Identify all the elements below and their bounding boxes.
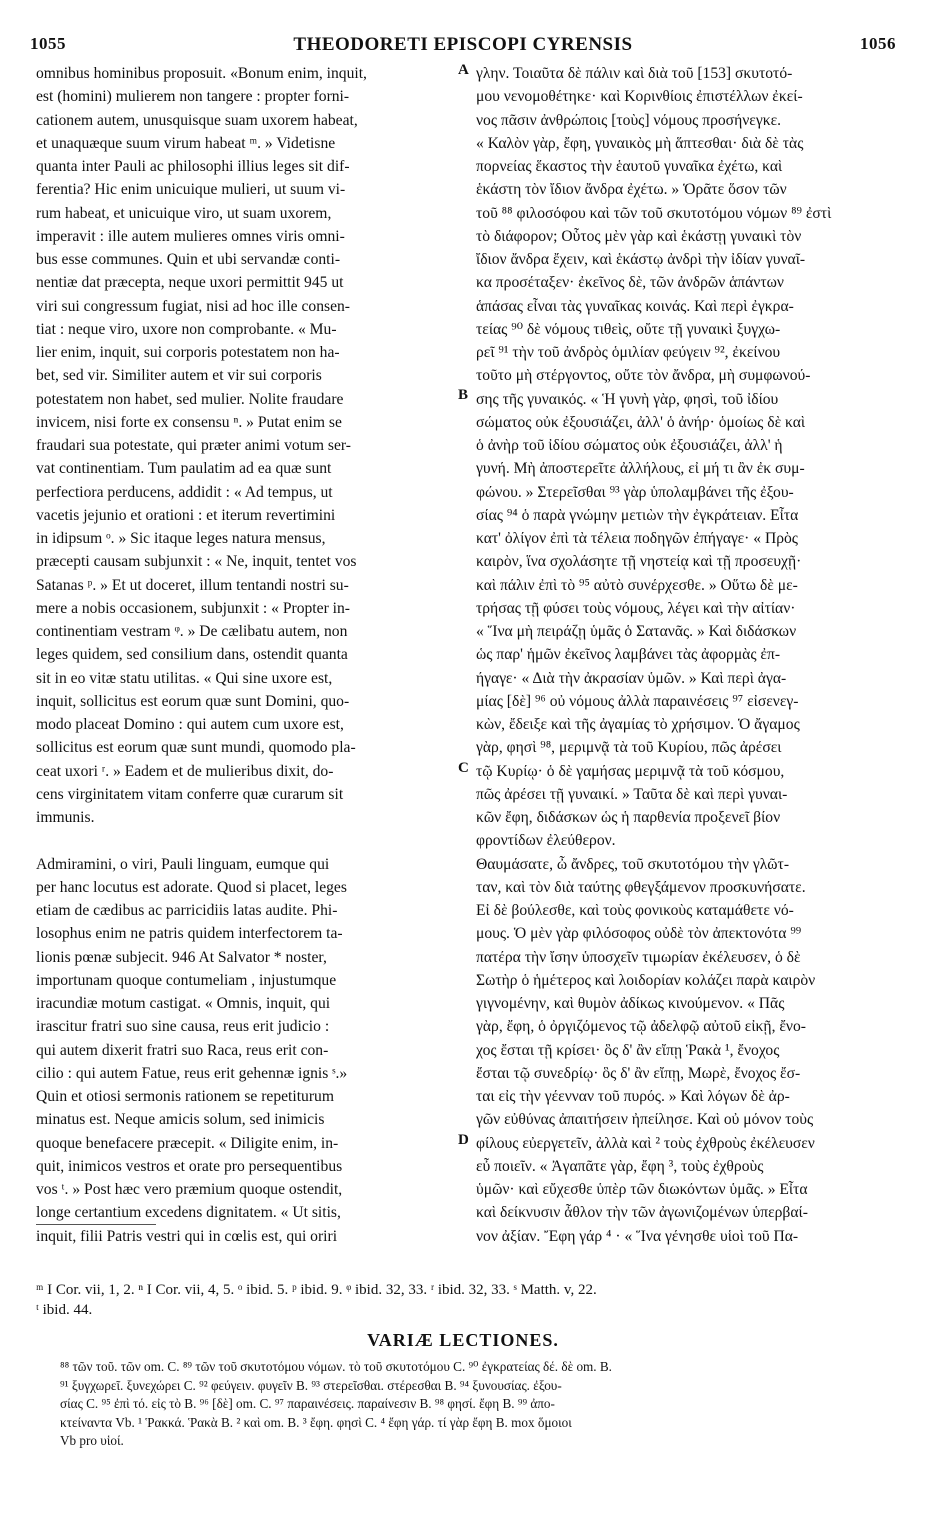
- latin-line: Quin et otiosi sermonis rationem se repetiturum: [36, 1088, 334, 1105]
- latin-line: continentiam vestram ᵠ. » De cælibatu autem, non: [36, 623, 348, 640]
- greek-line: πῶς ἀρέσει τῇ γυναικί. » Ταῦτα δὲ καὶ περὶ γυναι-: [476, 785, 788, 803]
- footnote-line: ᵗ ibid. 44.: [36, 1302, 93, 1318]
- greek-line: γὰρ, φησὶ ⁹⁸, μεριμνᾷ τὰ τοῦ Κυρίου, πῶς ἀρέσει: [476, 739, 782, 757]
- latin-line: fraudari sua potestate, qui præter animi votum ser-: [36, 437, 351, 454]
- greek-line: φροντίδων ἐλεύθερον.: [476, 832, 616, 850]
- greek-line: πορνείας ἕκαστος τὴν ἑαυτοῦ γυναῖκα ἐχέτω, καὶ: [476, 158, 783, 175]
- latin-line: est (homini) mulierem non tangere : propter forni-: [36, 88, 350, 106]
- latin-line: cationem autem, unusquisque suam uxorem habeat,: [36, 111, 358, 129]
- latin-line: invicem, nisi forte ex consensu ⁿ. » Putat enim se: [36, 413, 342, 431]
- latin-line: cilio : qui autem Fatue, reus erit gehennæ ignis ˢ.»: [36, 1064, 348, 1082]
- latin-line: nentiæ dat præcepta, neque uxori permittit 945 ut: [36, 274, 344, 292]
- footnote-line: ᵐ I Cor. vii, 1, 2. ⁿ I Cor. vii, 4, 5. ᵒ ibid. 5. ᵖ ibid. 9. ᵠ ibid. 32, 33. ʳ ibid. 32, 33. ˢ Matth. v, 22.: [36, 1282, 597, 1298]
- latin-line: Satanas ᵖ. » Et ut doceret, illum tentandi nostri su-: [36, 576, 349, 594]
- greek-line: ἑκάστη τὸν ἴδιον ἄνδρα ἐχέτω. » Ὁρᾶτε ὅσον τῶν: [476, 181, 787, 199]
- greek-line: μίας [δὲ] ⁹⁶ οὐ νόμους ἀλλὰ παραινέσεις ⁹⁷ εἰσενεγ-: [476, 692, 799, 710]
- greek-line: κὼν, ἔδειξε καὶ τῆς ἀγαμίας τὸ χρήσιμον. Ὁ ἄγαμος: [476, 716, 800, 733]
- greek-line: γλην. Τοιαῦτα δὲ πάλιν καὶ διὰ τοῦ [153] σκυτοτό-: [476, 65, 793, 82]
- footnotes: [36, 1280, 896, 1320]
- greek-line: ήγαγε· « Διὰ τὴν ἀκρασίαν ὑμῶν. » Καὶ περὶ ἀγα-: [476, 669, 787, 687]
- latin-line: tiat : neque viro, uxore non comprobante. « Mu-: [36, 320, 337, 338]
- greek-line: ται εἰς τὴν γέενναν τοῦ πυρός. » Καὶ λόγων δὲ ἀρ-: [476, 1088, 790, 1105]
- running-title: THEODORETI EPISCOPI CYRENSIS: [293, 34, 633, 55]
- latin-line: vos ᵗ. » Post hæc vero præmium quoque ostendit,: [36, 1181, 343, 1198]
- greek-line: φίλους εὐεργετεῖν, ἀλλὰ καὶ ² τοὺς ἐχθροὺς ἐκέλευσεν: [476, 1134, 815, 1152]
- latin-line: quit, inimicos vestros et orate pro persequentibus: [36, 1157, 343, 1175]
- latin-line: etiam de cædibus ac parricidiis latas audite. Phi-: [36, 902, 338, 919]
- greek-line: ἴδιον ἄνδρα ἔχειν, καὶ ἑκάστῳ ἀνδρὶ τὴν ἰδίαν γυναῖ-: [476, 251, 806, 268]
- latin-line: vat continentiam. Tum paulatim ad ea quæ sunt: [36, 460, 332, 478]
- greek-line: τὸ διάφορον; Οὗτος μὲν γὰρ καὶ ἑκάστῃ γυναικὶ τὸν: [476, 227, 802, 245]
- latin-line: mere a nobis occasionem, subjunxit : « Propter in-: [36, 599, 350, 617]
- latin-line: bet, sed vir. Similiter autem et vir sui corporis: [36, 367, 322, 385]
- latin-line: losophus enim ne patris quidem interfectorem ta-: [36, 925, 343, 943]
- greek-line: τρήσας τῇ φύσει τοὺς νόμους, λέγει καὶ τὴν αἰτίαν·: [476, 599, 796, 617]
- greek-line: εὖ ποιεῖν. « Ἀγαπᾶτε γὰρ, ἔφη ³, τοὺς ἐχθροὺς: [476, 1157, 764, 1175]
- greek-line: ἁπάσας εἶναι τὰς γυναῖκας κοινάς. Καὶ περὶ ἐγκρα-: [476, 297, 794, 315]
- running-header: [30, 34, 896, 60]
- latin-line: qui autem dixerit fratri suo Raca, reus erit con-: [36, 1041, 329, 1059]
- greek-line: ὁ ἀνὴρ τοῦ ἰδίου σώματος οὐκ ἐξουσιάζει, ἀλλ' ἡ: [476, 437, 783, 454]
- page-number-left: 1055: [30, 34, 66, 53]
- greek-line: ὡς παρ' ἡμῶν ἐκεῖνος λαμβάνει τὰς ἀφορμὰς ἐπ-: [476, 646, 781, 664]
- latin-line: bus esse communes. Quin et ubi servandæ conti-: [36, 251, 341, 268]
- greek-line: φώνου. » Στερεῖσθαι ⁹³ γὰρ ὑπολαμβάνει τῆς ἐξου-: [476, 483, 794, 501]
- greek-line: νος πᾶσιν ἀνθρώποις [τοὺς] νόμους προσήνεγκε.: [476, 111, 782, 129]
- latin-column: [36, 62, 454, 1248]
- greek-line: νον ἀξίαν. Ἔφη γάρ ⁴ · « Ἵνα γένησθε υἱοὶ τοῦ Πα-: [476, 1227, 799, 1245]
- greek-line: γῶν εὐθύνας ἀπαιτήσειν ἠπείλησε. Καὶ οὐ μόνον τοὺς: [476, 1111, 814, 1129]
- greek-line: κῶν ἔφη, διδάσκων ὡς ἡ παρθενία προξενεῖ βίον: [476, 809, 781, 826]
- latin-line: inquit, sollicitus est eorum quæ sunt Domini, quo-: [36, 692, 350, 710]
- greek-line: ὑμῶν· καὶ εὔχεσθε ὑπὲρ τῶν διωκόντων ὑμᾶς. » Εἶτα: [476, 1181, 808, 1198]
- greek-line: « Ἵνα μὴ πειράζῃ ὑμᾶς ὁ Σατανᾶς. » Καὶ διδάσκων: [476, 623, 797, 640]
- variae-heading: VARIÆ LECTIONES.: [367, 1330, 559, 1350]
- greek-line: σης τῆς γυναικός. « Ἡ γυνὴ γὰρ, φησὶ, τοῦ ἰδίου: [476, 390, 779, 408]
- latin-line: leges quidem, sed consilium dans, ostendit quanta: [36, 646, 348, 664]
- variae-line: ⁹¹ ξυγχωρεῖ. ξυνεχώρει C. ⁹² φεύγειν. φυγεῖν B. ⁹³ στερεῖσθαι. στέρεσθαι B. ⁹⁴ ξυνουσίας. ἐξου-: [60, 1377, 562, 1393]
- footnote-rule: [36, 1224, 156, 1225]
- greek-line: σίας ⁹⁴ ὁ παρὰ γνώμην μετιὼν τὴν ἐγκράτειαν. Εἶτα: [476, 506, 799, 524]
- greek-line: καιρὸν, ἵνα σχολάσητε τῇ νηστείᾳ καὶ τῇ προσευχῇ·: [476, 553, 802, 571]
- greek-line: « Καλὸν γὰρ, ἔφη, γυναικὸς μὴ ἅπτεσθαι· διὰ δὲ τὰς: [476, 134, 804, 152]
- latin-line: immunis.: [36, 809, 95, 826]
- latin-line: ferentia? Hic enim unicuique mulieri, ut suum vi-: [36, 181, 346, 199]
- greek-line: ἔσται τῷ συνεδρίῳ· ὃς δ' ἂν εἴπῃ, Μωρὲ, ἔνοχος ἔσ-: [476, 1064, 801, 1082]
- margin-mark-a: A: [458, 62, 469, 78]
- variae-lectiones: [60, 1358, 890, 1451]
- greek-line: μου νενομοθέτηκε· καὶ Κορινθίοις ἐπιστέλλων ἐκεί-: [476, 88, 803, 106]
- latin-line: lionis pœnæ subjecit. 946 At Salvator * noster,: [36, 948, 327, 966]
- greek-line: γιγνομένην, καὶ θυμὸν ἀδίκως κινούμενον. « Πᾶς: [476, 995, 785, 1012]
- greek-line: καὶ πάλιν ἐπὶ τὸ ⁹⁵ αὐτὸ συνέρχεσθε. » Οὕτω δὲ με-: [476, 576, 798, 594]
- latin-line: et unaquæque suum virum habeat ᵐ. » Videtisne: [36, 134, 336, 152]
- latin-line: potestatem non habet, sed mulier. Nolite fraudare: [36, 390, 344, 408]
- margin-mark-b: B: [458, 387, 469, 403]
- latin-line: quanta inter Pauli ac philosophi illius leges sit dif-: [36, 158, 350, 175]
- latin-line: perfectiora perducens, addidit : « Ad tempus, ut: [36, 483, 333, 501]
- latin-line: importunam quoque contumeliam , injustumque: [36, 971, 337, 989]
- variae-line: ⁸⁸ τῶν τοῦ. τῶν om. C. ⁸⁹ τῶν τοῦ σκυτοτόμου νόμων. τὸ τοῦ σκυτοτόμου C. ⁹⁰ ἐγκρατείας δέ. δὲ om. B.: [60, 1359, 612, 1374]
- latin-line: sollicitus est eorum quæ sunt mundi, quomodo pla-: [36, 739, 356, 757]
- greek-line: χος ἔσται τῇ κρίσει· ὃς δ' ἂν εἴπῃ Ῥακὰ ¹, ἔνοχος: [476, 1041, 780, 1059]
- latin-line: per hanc locutus est adorate. Quod si placet, leges: [36, 878, 347, 896]
- greek-line: τοῦ ⁸⁸ φιλοσόφου καὶ τῶν τοῦ σκυτοτόμου νόμων ⁸⁹ ἐστὶ: [476, 204, 832, 222]
- greek-line: γυνή. Μὴ ἀποστερεῖτε ἀλλήλους, εἰ μή τι ἂν ἐκ συμ-: [476, 460, 805, 478]
- greek-column: [476, 62, 892, 1248]
- greek-line: τοῦτο μὴ στέργοντος, οὔτε τὸν ἄνδρα, μὴ συμφωνού-: [476, 367, 811, 385]
- latin-line: vacetis jejunio et orationi : et iterum revertimini: [36, 506, 336, 524]
- latin-line: [36, 829, 454, 852]
- greek-line: τείας ⁹⁰ δὲ νόμους τιθεὶς, οὔτε τῇ γυναικὶ ξυγχω-: [476, 320, 781, 338]
- margin-mark-c: C: [458, 760, 469, 776]
- greek-line: ταν, καὶ τὸν διὰ ταύτης φθεγξάμενον προσκυνήσατε.: [476, 878, 806, 896]
- variae-line: κτείναντα Vb. ¹ Ῥακκά. Ῥακὰ B. ² καὶ om. B. ³ ἔφη. φησὶ C. ⁴ ἔφη γάρ. τί γὰρ ἔφη B. mox ὅμοιοι: [60, 1414, 572, 1430]
- greek-line: γὰρ, ἔφη, ὁ ὀργιζόμενος τῷ ἀδελφῷ αὐτοῦ εἰκῇ, ἔνο-: [476, 1018, 806, 1036]
- latin-line: imperavit : ille autem mulieres omnes viris omni-: [36, 227, 345, 245]
- variae-line: σίας C. ⁹⁵ ἐπὶ τό. εἰς τὸ B. ⁹⁶ [δὲ] om. C. ⁹⁷ παραινέσεις. παραίνεσιν B. ⁹⁸ φησί. ἔφη B. ⁹⁹ ἀπο-: [60, 1396, 555, 1412]
- greek-line: πατέρα τὴν ἴσην ὑποσχεῖν τιμωρίαν ἐκέλευσεν, ὁ δὲ: [476, 948, 801, 966]
- margin-mark-d: D: [458, 1132, 469, 1148]
- latin-line: inquit, filii Patris vestri qui in cœlis est, qui oriri: [36, 1227, 338, 1245]
- greek-line: μους. Ὁ μὲν γὰρ φιλόσοφος οὐδὲ τὸν ἀπεκτονότα ⁹⁹: [476, 925, 802, 943]
- latin-line: iracundiæ motum castigat. « Omnis, inquit, qui: [36, 995, 331, 1012]
- latin-line: præcepti causam subjunxit : « Ne, inquit, tentet vos: [36, 553, 357, 571]
- greek-line: καὶ δείκνυσιν ἆθλον τὴν τῶν ἀγωνιζομένων ὑπερβαί-: [476, 1204, 808, 1222]
- greek-line: ρεῖ ⁹¹ τὴν τοῦ ἀνδρὸς ὁμιλίαν φεύγειν ⁹², ἐκείνου: [476, 344, 781, 361]
- latin-line: omnibus hominibus proposuit. «Bonum enim, inquit,: [36, 65, 367, 82]
- latin-line: quoque benefacere præcepit. « Diligite enim, in-: [36, 1134, 339, 1152]
- latin-line: viri sui congressum fugiat, nisi ad hoc ille consen-: [36, 297, 350, 315]
- latin-line: in idipsum ᵒ. » Sic itaque leges natura mensus,: [36, 530, 326, 547]
- variae-line: Vb pro υἱοί.: [60, 1433, 124, 1449]
- latin-line: irascitur fratri suo sine causa, reus erit judicio :: [36, 1018, 330, 1036]
- latin-line: longe certantium excedens dignitatem. « Ut sitis,: [36, 1204, 341, 1222]
- latin-line: minatus est. Neque amicis solum, sed inimicis: [36, 1111, 325, 1129]
- latin-line: ceat uxori ʳ. » Eadem et de mulieribus dixit, do-: [36, 762, 334, 780]
- greek-line: κα προσέταξεν· ἐκεῖνος δὲ, τῶν ἀνδρῶν ἁπάντων: [476, 274, 784, 292]
- greek-line: σώματος οὐκ ἐξουσιάζει, ἀλλ' ὁ ἀνήρ· ὁμοίως δὲ καὶ: [476, 413, 806, 431]
- latin-line: sit in eo vitæ statu utilitas. « Qui sine uxore est,: [36, 669, 333, 687]
- greek-line: τῷ Κυρίῳ· ὁ δὲ γαμήσας μεριμνᾷ τὰ τοῦ κόσμου,: [476, 762, 785, 780]
- greek-line: Εἰ δὲ βούλεσθε, καὶ τοὺς φονικοὺς καταμάθετε νό-: [476, 902, 794, 919]
- latin-line: rum habeat, et unicuique viro, ut suam uxorem,: [36, 204, 332, 222]
- greek-line: κατ' ὀλίγον ἐπὶ τὰ τέλεια ποδηγῶν ἐπήγαγε· « Πρὸς: [476, 530, 798, 547]
- latin-line: modo placeat Domino : qui autem cum uxore est,: [36, 716, 344, 733]
- page-number-right: 1056: [860, 34, 896, 53]
- greek-line: Σωτὴρ ὁ ἡμέτερος καὶ λοιδορίαν κολάζει παρὰ καιρὸν: [476, 971, 816, 989]
- latin-line: lier enim, inquit, sui corporis potestatem non ha-: [36, 344, 340, 361]
- greek-line: Θαυμάσατε, ὦ ἄνδρες, τοῦ σκυτοτόμου τὴν γλῶτ-: [476, 855, 790, 873]
- latin-line: cens virginitatem vitam conferre quæ curarum sit: [36, 785, 344, 803]
- latin-line: Admiramini, o viri, Pauli linguam, eumque qui: [36, 855, 330, 873]
